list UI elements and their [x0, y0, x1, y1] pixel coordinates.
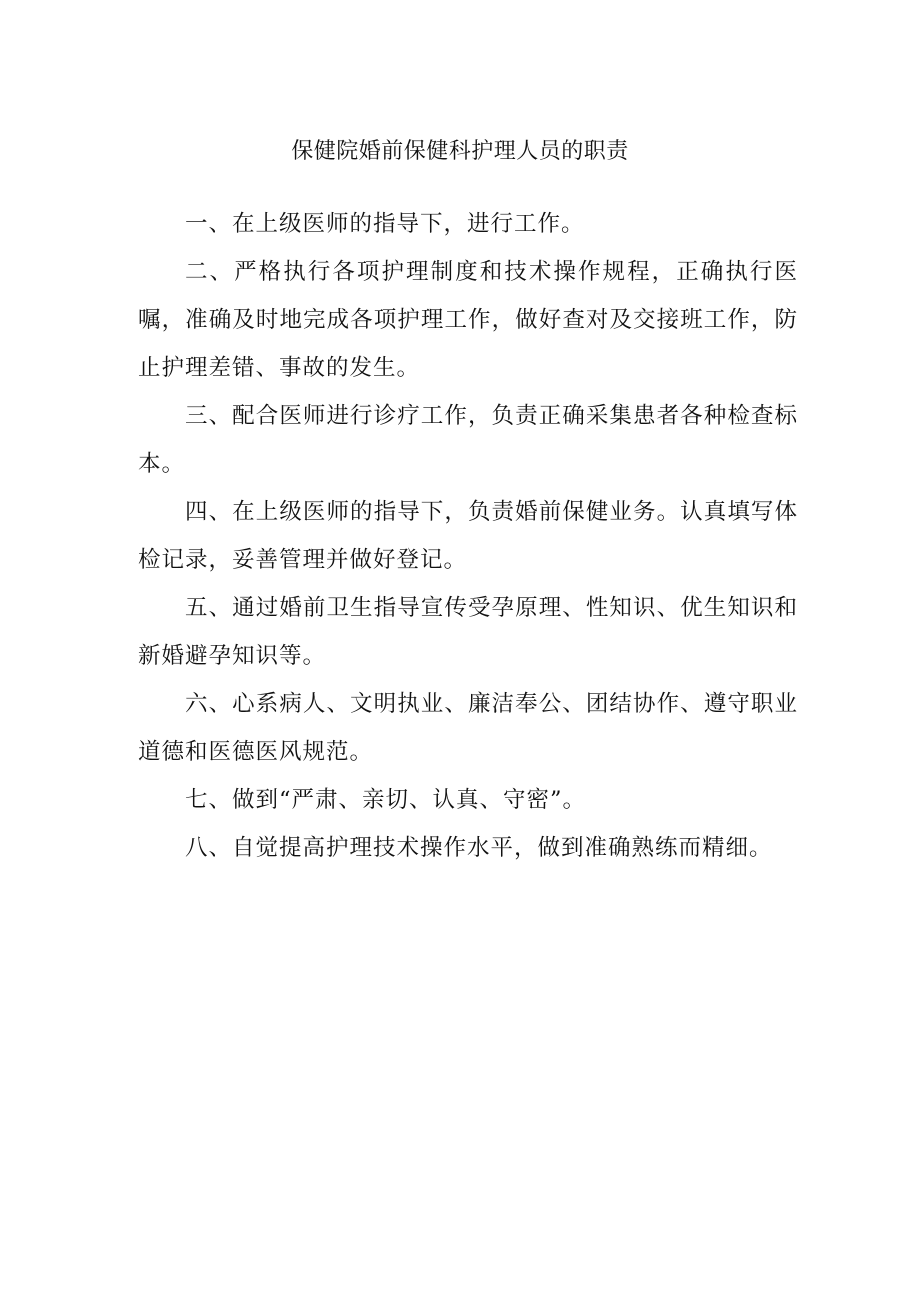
duty-item-7: 七、做到“严肃、亲切、认真、守密”。 — [185, 787, 587, 813]
duty-item-2: 二、严格执行各项护理制度和技术操作规程，正确执行医嘱，准确及时地完成各项护理工作，做好查对及交接班工作，防止护理差错、事故的发生。 — [138, 259, 798, 381]
duty-item-4: 四、在上级医师的指导下，负责婚前保健业务。认真填写体检记录，妥善管理并做好登记。 — [138, 499, 798, 573]
document-title: 保健院婚前保健科护理人员的职责 — [291, 139, 629, 164]
duty-item-6: 六、心系病人、文明执业、廉洁奉公、团结协作、遵守职业道德和医德医风规范。 — [138, 691, 798, 765]
duty-item-8: 八、自觉提高护理技术操作水平，做到准确熟练而精细。 — [185, 835, 773, 861]
duty-item-3: 三、配合医师进行诊疗工作，负责正确采集患者各种检查标本。 — [138, 403, 798, 477]
duty-item-1: 一、在上级医师的指导下，进行工作。 — [185, 211, 585, 237]
duty-item-5: 五、通过婚前卫生指导宣传受孕原理、性知识、优生知识和新婚避孕知识等。 — [138, 595, 798, 669]
document-body — [138, 200, 798, 872]
